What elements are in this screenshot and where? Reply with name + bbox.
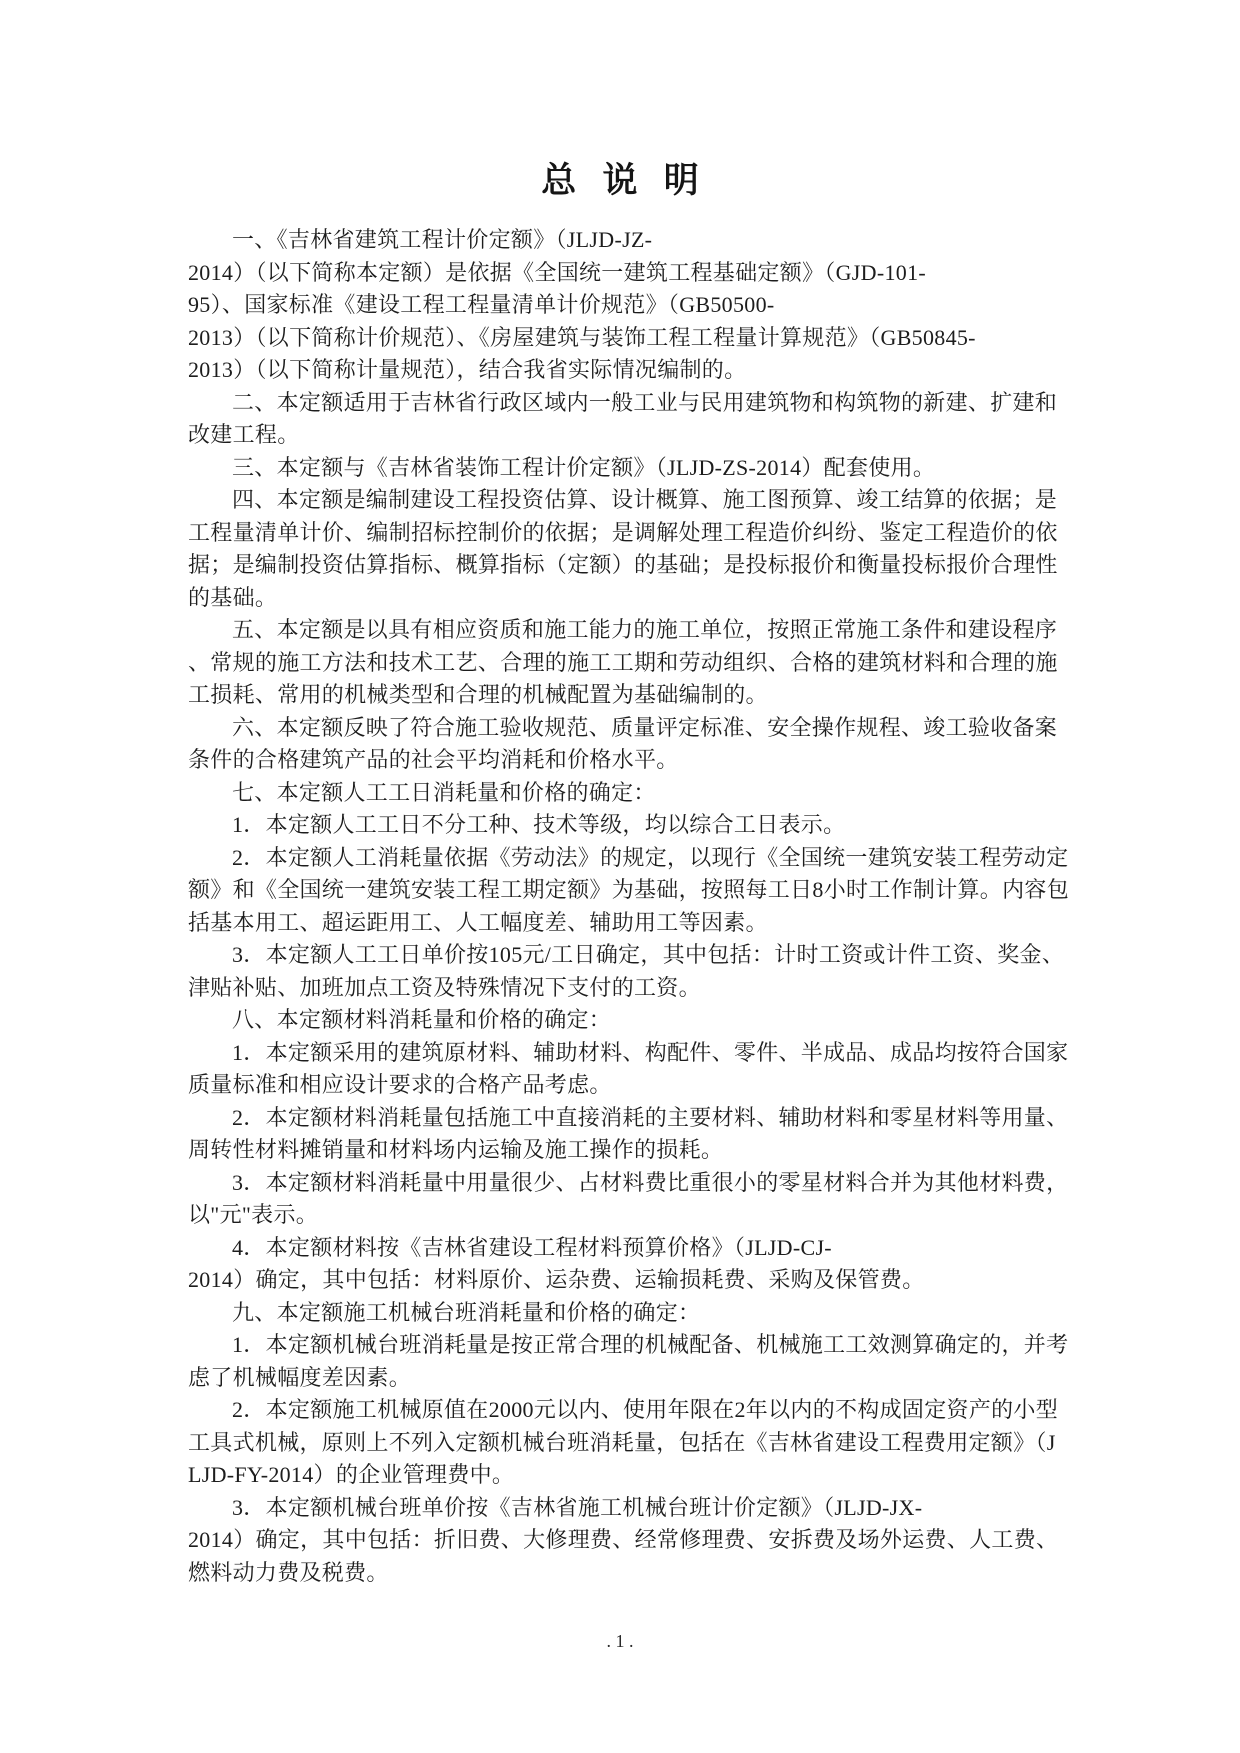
paragraph-line: 2．本定额材料消耗量包括施工中直接消耗的主要材料、辅助材料和零星材料等用量、: [232, 1104, 1069, 1130]
paragraph-line: LJD-FY-2014）的企业管理费中。: [188, 1462, 515, 1487]
paragraph-line: 条件的合格建筑产品的社会平均消耗和价格水平。: [188, 747, 679, 772]
paragraph-line: 九、本定额施工机械台班消耗量和价格的确定：: [232, 1299, 701, 1325]
paragraph: [188, 1394, 1068, 1492]
paragraph-line: 四、本定额是编制建设工程投资估算、设计概算、施工图预算、竣工结算的依据；是: [232, 487, 1058, 512]
paragraph-line: 五、本定额是以具有相应资质和施工能力的施工单位，按照正常施工条件和建设程序: [232, 617, 1058, 642]
paragraph-line: 三、本定额与《吉林省装饰工程计价定额》（JLJD-ZS-2014）配套使用。: [232, 454, 936, 480]
paragraph: [188, 842, 1068, 940]
paragraph-line: 3．本定额机械台班单价按《吉林省施工机械台班计价定额》（JLJD-JX-: [232, 1494, 923, 1520]
paragraph-line: 2014）确定，其中包括：材料原价、运杂费、运输损耗费、采购及保管费。: [188, 1267, 925, 1292]
paragraph-line: 3．本定额人工工日单价按105元/工日确定，其中包括：计时工资或计件工资、奖金、: [232, 942, 1065, 967]
page-title: 总 说 明: [541, 161, 699, 200]
paragraph: [188, 1167, 1068, 1232]
paragraph-line: 工程量清单计价、编制招标控制价的依据；是调解处理工程造价纠纷、鉴定工程造价的依: [188, 519, 1058, 545]
paragraph: [188, 712, 1068, 777]
paragraph-line: 1．本定额人工工日不分工种、技术等级，均以综合工日表示。: [232, 812, 846, 837]
paragraph-line: 工具式机械，原则上不列入定额机械台班消耗量，包括在《吉林省建设工程费用定额》（J: [188, 1429, 1056, 1455]
paragraph-line: 2013）（以下简称计量规范），结合我省实际情况编制的。: [188, 357, 747, 382]
paragraph-line: 周转性材料摊销量和材料场内运输及施工操作的损耗。: [188, 1137, 724, 1162]
paragraph-line: 质量标准和相应设计要求的合格产品考虑。: [188, 1072, 612, 1097]
paragraph-line: 一、《吉林省建筑工程计价定额》（JLJD-JZ-: [232, 227, 653, 252]
paragraph: [188, 484, 1068, 614]
paragraph: [188, 777, 1068, 810]
paragraph: [188, 939, 1068, 1004]
page-number: . 1 .: [606, 1631, 634, 1651]
paragraph: [188, 1297, 1068, 1330]
paragraph-line: 额》和《全国统一建筑安装工程工期定额》为基础，按照每工日8小时工作制计算。内容包: [188, 877, 1070, 902]
paragraph-line: 3．本定额材料消耗量中用量很少、占材料费比重很小的零星材料合并为其他材料费，: [232, 1169, 1069, 1195]
paragraph-line: 燃料动力费及税费。: [188, 1559, 389, 1585]
paragraph: [188, 387, 1068, 452]
paragraph-line: 津贴补贴、加班加点工资及特殊情况下支付的工资。: [188, 974, 701, 1000]
paragraph-line: 六、本定额反映了符合施工验收规范、质量评定标准、安全操作规程、竣工验收备案: [232, 714, 1058, 740]
paragraph-line: 2．本定额施工机械原值在2000元以内、使用年限在2年以内的不构成固定资产的小型: [232, 1397, 1059, 1422]
paragraph-line: 虑了机械幅度差因素。: [188, 1364, 412, 1390]
paragraph: [188, 1102, 1068, 1167]
paragraph: [188, 1037, 1068, 1102]
paragraph-line: 2013）（以下简称计价规范）、《房屋建筑与装饰工程工程量计算规范》（GB50845-: [188, 324, 976, 350]
paragraph-line: 工损耗、常用的机械类型和合理的机械配置为基础编制的。: [188, 682, 768, 707]
paragraph-line: 七、本定额人工工日消耗量和价格的确定：: [232, 779, 656, 805]
paragraph: [188, 1492, 1068, 1590]
paragraph-line: 1．本定额采用的建筑原材料、辅助材料、构配件、零件、半成品、成品均按符合国家: [232, 1039, 1069, 1065]
paragraph: [188, 452, 1068, 485]
paragraph-line: 、常规的施工方法和技术工艺、合理的施工工期和劳动组织、合格的建筑材料和合理的施: [188, 649, 1058, 675]
paragraph: [188, 809, 1068, 842]
paragraph: [188, 614, 1068, 712]
paragraph-line: 改建工程。: [188, 422, 300, 447]
paragraph-line: 4．本定额材料按《吉林省建设工程材料预算价格》（JLJD-CJ-: [232, 1234, 832, 1260]
paragraph-line: 95）、国家标准《建设工程工程量清单计价规范》（GB50500-: [188, 292, 775, 317]
paragraph: [188, 224, 1068, 387]
paragraph: [188, 1232, 1068, 1297]
paragraph-line: 以"元"表示。: [188, 1202, 319, 1227]
paragraph-line: 1．本定额机械台班消耗量是按正常合理的机械配备、机械施工工效测算确定的，并考: [232, 1332, 1069, 1357]
paragraph-line: 括基本用工、超运距用工、人工幅度差、辅助用工等因素。: [188, 909, 768, 935]
paragraph-line: 二、本定额适用于吉林省行政区域内一般工业与民用建筑物和构筑物的新建、扩建和: [232, 389, 1058, 415]
paragraph-line: 2014）确定，其中包括：折旧费、大修理费、经常修理费、安拆费及场外运费、人工费、: [188, 1527, 1059, 1552]
paragraph-line: 八、本定额材料消耗量和价格的确定：: [232, 1007, 612, 1032]
document-body: [188, 224, 1068, 1589]
paragraph: [188, 1329, 1068, 1394]
paragraph-line: 的基础。: [188, 584, 278, 610]
paragraph-line: 2．本定额人工消耗量依据《劳动法》的规定，以现行《全国统一建筑安装工程劳动定: [232, 844, 1069, 870]
paragraph-line: 2014）（以下简称本定额）是依据《全国统一建筑工程基础定额》（GJD-101-: [188, 259, 926, 285]
paragraph: [188, 1004, 1068, 1037]
paragraph-line: 据；是编制投资估算指标、概算指标（定额）的基础；是投标报价和衡量投标报价合理性: [188, 552, 1058, 577]
